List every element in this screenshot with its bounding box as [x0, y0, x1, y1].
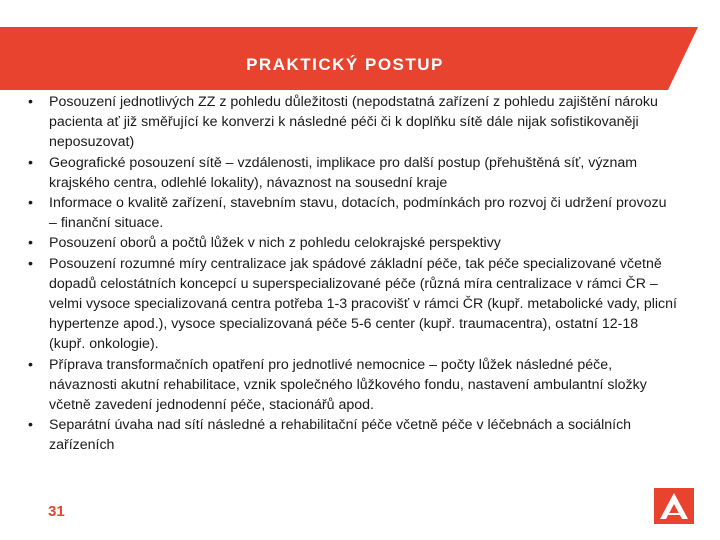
page-number: 31	[48, 503, 65, 520]
list-item: • Posouzení oborů a počtů lůžek v nich z pohledu celokrajské perspektivy	[28, 233, 678, 253]
bullet-list	[28, 92, 678, 456]
list-item: • Geografické posouzení sítě – vzdálenosti, implikace pro další postup (přehuštěná síť, význam krajského centra, odlehlé lokality), návaznost na sousední kraje	[28, 153, 678, 193]
list-item: • Posouzení rozumné míry centralizace jak spádové základní péče, tak péče specializované včetně dopadů celostátních koncepcí u superspecializované péče (různá míra centralizace v rámci ČR – velmi vysoce specializovaná centra potřeba 1-3 pracovišť v rámci ČR (kupř. metabolické vady, plicní hypertenze apod.), vysoce specializovaná péče 5-6 center (kupř. traumacentra), ostatní 12-18 (kupř. onkologie).	[28, 254, 678, 355]
list-item: • Posouzení jednotlivých ZZ z pohledu důležitosti (nepodstatná zařízení z pohledu zajištění nároku pacienta ať již směřující ke konverzi k následné péči či k doplňku sítě dále nijak sofistikovaněji neposuzovat)	[28, 92, 678, 153]
list-item: • Informace o kvalitě zařízení, stavebním stavu, dotacích, podmínkách pro rozvoj či udržení provozu – finanční situace.	[28, 193, 678, 233]
page-title: PRAKTICKÝ POSTUP	[246, 54, 444, 74]
list-item: • Příprava transformačních opatření pro jednotlivé nemocnice – počty lůžek následné péče, návaznosti akutní rehabilitace, vznik společného lůžkového fondu, nastavení ambulantní složky včetně zavedení jednodenní péče, stacionářů apod.	[28, 355, 678, 416]
list-item: • Separátní úvaha nad sítí následné a rehabilitační péče včetně péče v léčebnách a sociálních zařízeních	[28, 415, 678, 455]
header-banner	[0, 27, 720, 90]
content-area	[28, 92, 678, 456]
triangle-logo-icon	[654, 488, 694, 524]
